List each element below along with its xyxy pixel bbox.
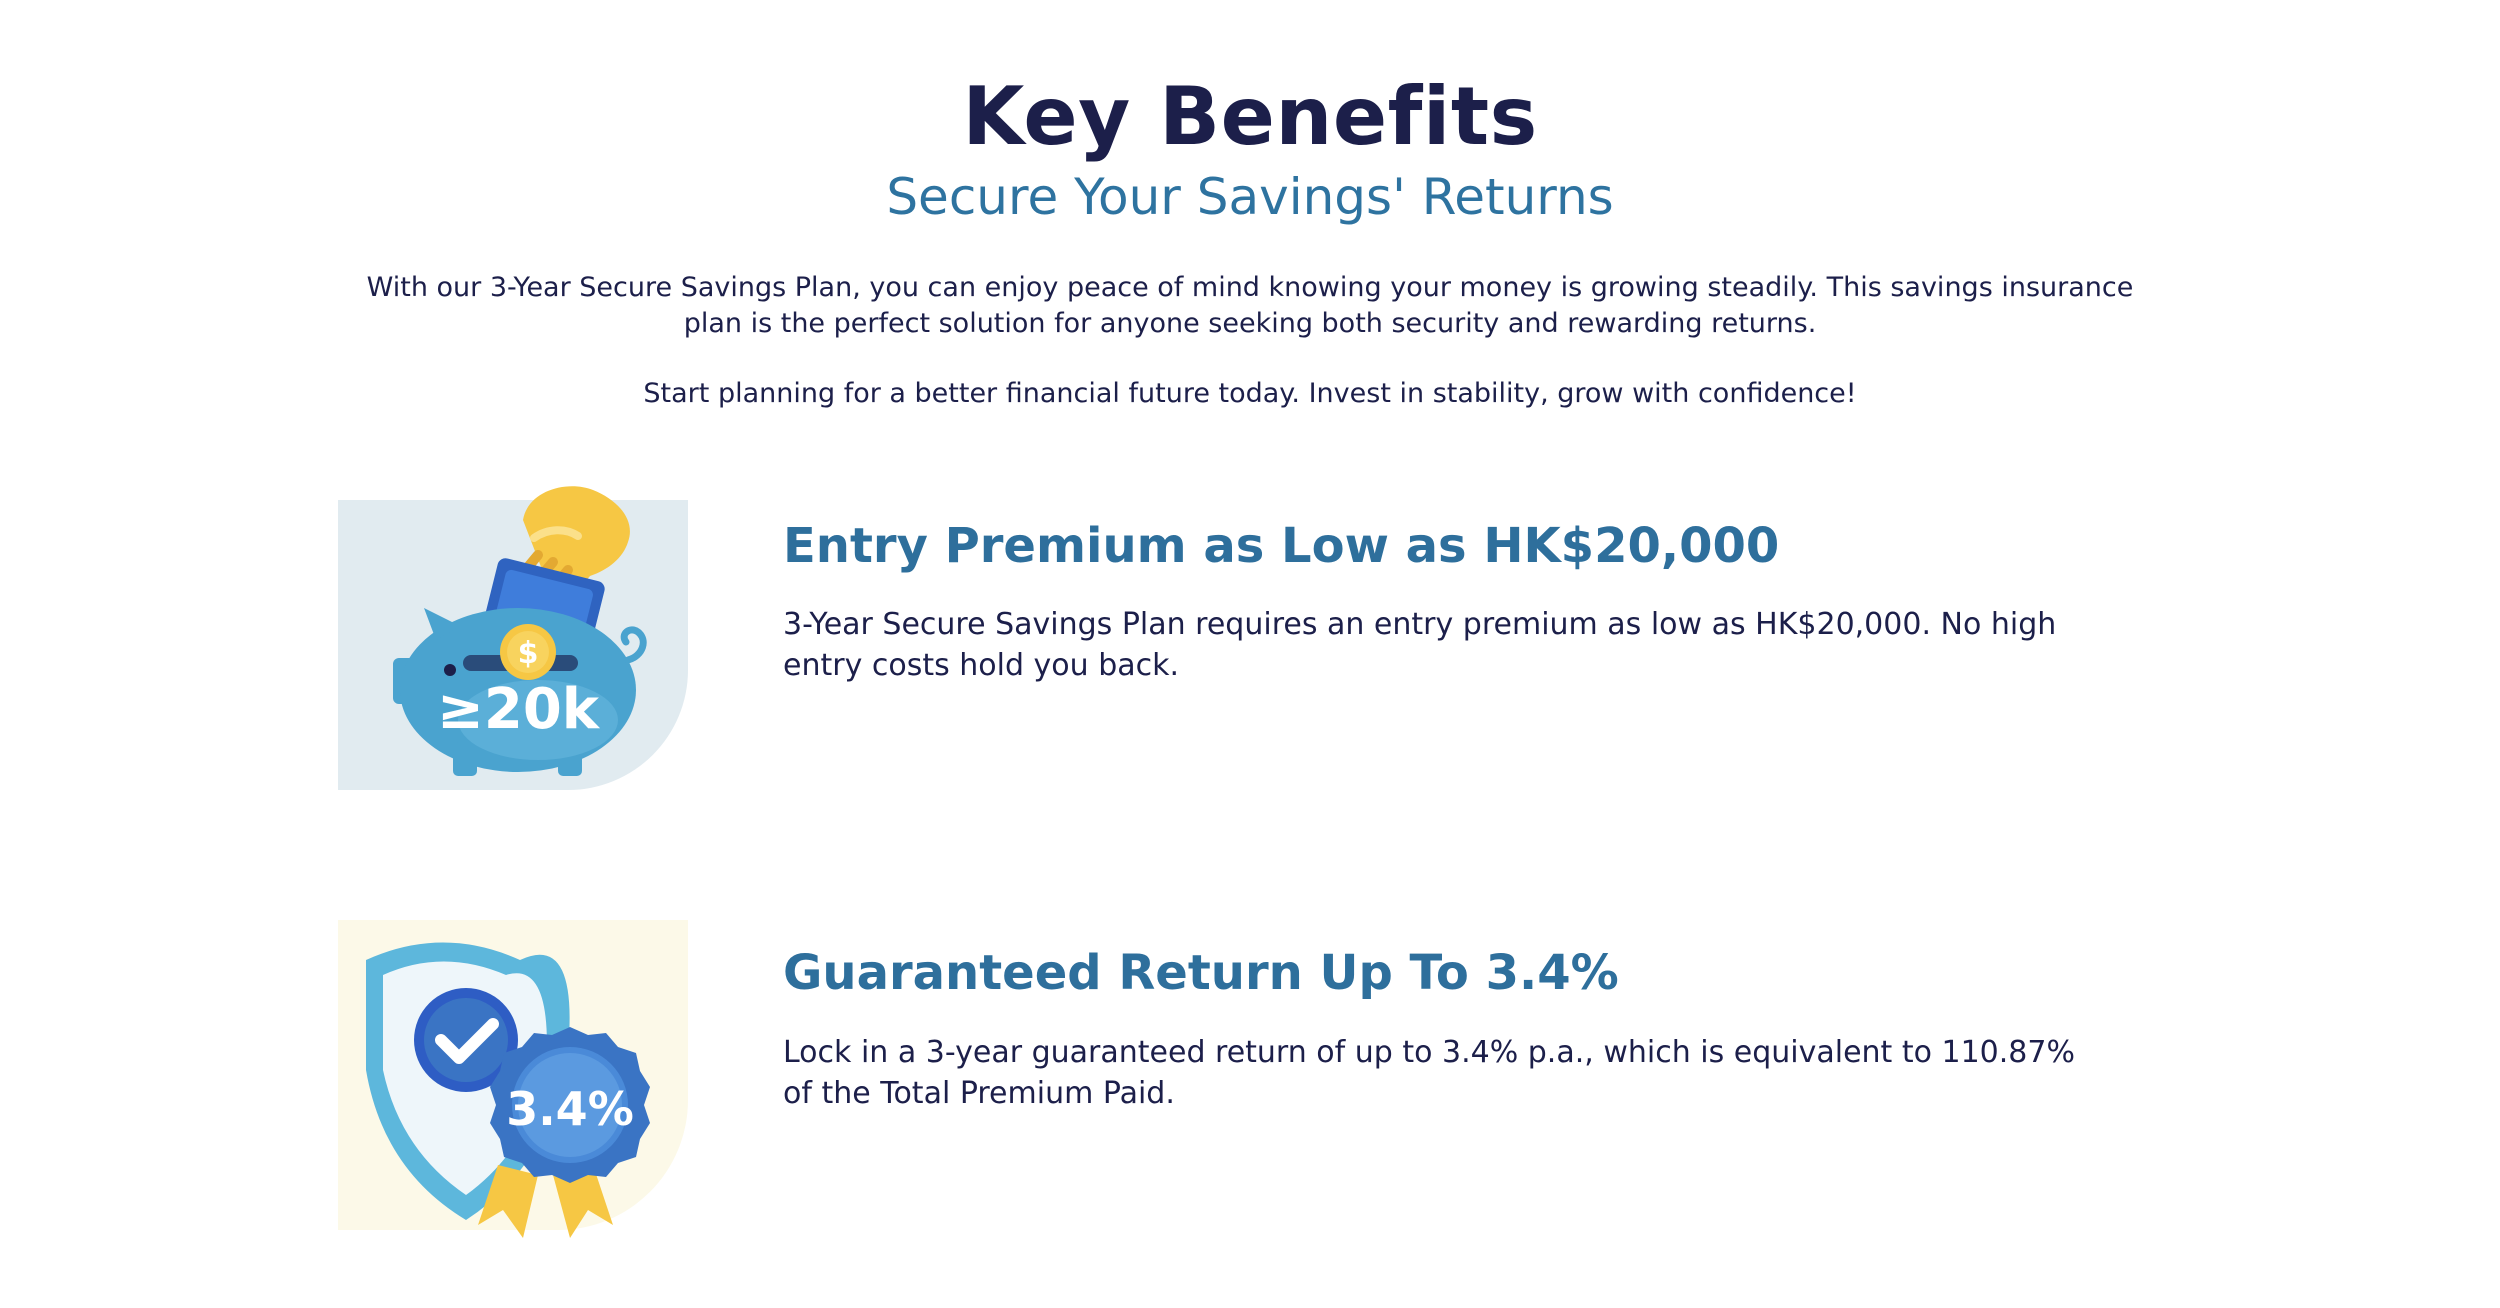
intro-cta-paragraph: Start planning for a better financial future today. Invest in stability, grow with confidence!: [643, 378, 1857, 409]
benefit-title: Entry Premium as Low as HK$20,000: [783, 518, 1780, 574]
shield-badge-icon: [338, 920, 688, 1250]
piggy-badge-label: ≥20k: [436, 677, 600, 742]
svg-text:$: $: [517, 636, 539, 671]
benefit-description: 3-Year Secure Savings Plan requires an entry premium as low as HK$20,000. No high entry costs hold you back.: [783, 607, 2057, 683]
page-title: Key Benefits: [962, 70, 1538, 163]
benefit-title: Guaranteed Return Up To 3.4%: [783, 945, 1619, 1001]
page-subtitle: Secure Your Savings' Returns: [886, 168, 1614, 226]
intro-paragraph: With our 3-Year Secure Savings Plan, you can enjoy peace of mind knowing your money is growing steadily. This savings insurance plan is the perfect solution for anyone seeking both security and rewarding returns.: [366, 272, 2134, 339]
piggy-bank-icon: [338, 480, 688, 810]
benefit-description: Lock in a 3-year guaranteed return of up to 3.4% p.a., which is equivalent to 110.87% of the Total Premium Paid.: [783, 1035, 2075, 1111]
rosette-badge-label: 3.4%: [506, 1082, 634, 1136]
